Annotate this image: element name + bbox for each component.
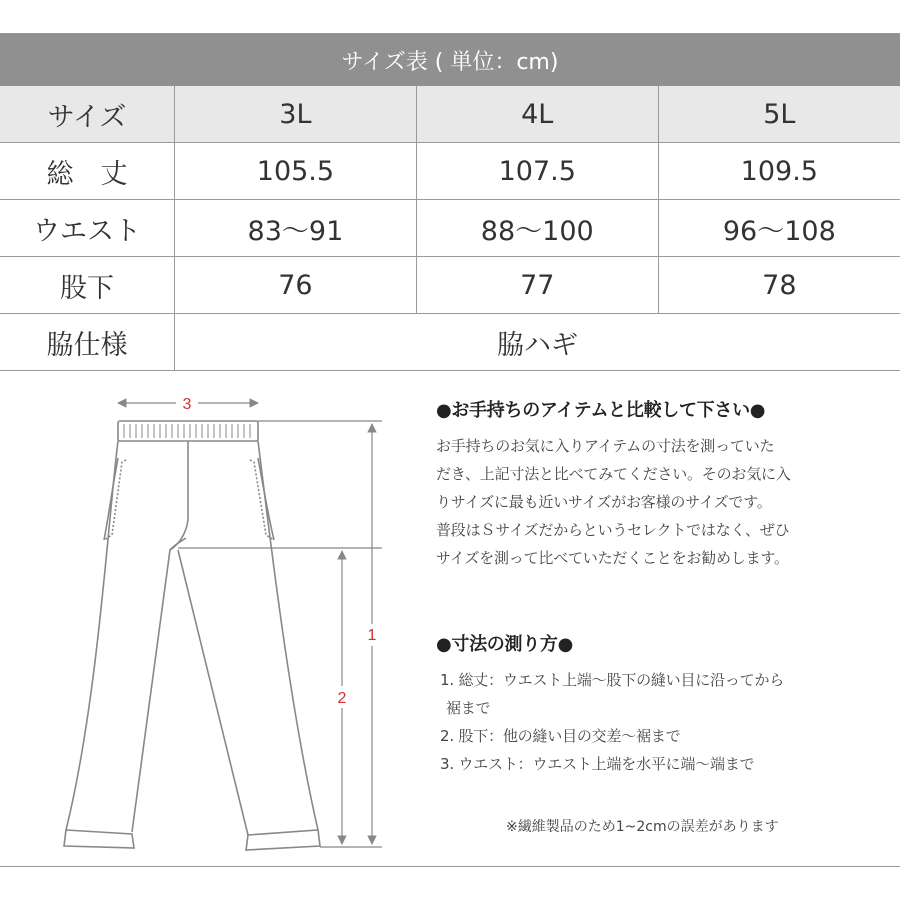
- step-text-cont: 裾まで: [446, 699, 491, 717]
- header-cell: 5L: [658, 86, 900, 143]
- text-line: お手持ちのお気に入りアイテムの寸法を測っていた: [436, 437, 775, 455]
- step-text: 3. ウエスト：ウエスト上端を水平に端〜端まで: [440, 755, 755, 773]
- text-line: 普段はＳサイズだからというセレクトではなく、ぜひ: [436, 521, 790, 539]
- text-line: サイズを測って比べていただくことをお勧めします。: [436, 549, 789, 567]
- pants-measurement-diagram: [0, 370, 430, 867]
- table-cell: 107.5: [416, 143, 658, 200]
- table-row: [0, 143, 900, 200]
- waist-label: 3: [182, 396, 192, 413]
- tolerance-note: ※繊維製品のため1~2cmの誤差があります: [506, 819, 779, 835]
- table-cell: 78: [658, 257, 900, 314]
- row-label: ウエスト: [0, 200, 175, 257]
- text-line: だき、上記寸法と比べてみてください。そのお気に入: [436, 465, 791, 483]
- measure-steps: [436, 666, 876, 778]
- table-cell: 77: [416, 257, 658, 314]
- size-table-title: サイズ表 ( 単位：cm): [0, 34, 900, 86]
- measurement-guides: [118, 403, 382, 847]
- table-cell-merged: 脇ハギ: [175, 314, 900, 371]
- row-label: 総 丈: [0, 143, 175, 200]
- table-cell: 83〜91: [175, 200, 417, 257]
- step-text: 2. 股下：他の縫い目の交差〜裾まで: [440, 727, 681, 745]
- table-cell: 88〜100: [416, 200, 658, 257]
- compare-text: [436, 432, 876, 572]
- table-cell: 109.5: [658, 143, 900, 200]
- info-panel: [436, 396, 876, 773]
- header-cell: サイズ: [0, 86, 175, 143]
- table-row: [0, 200, 900, 257]
- header-cell: 4L: [416, 86, 658, 143]
- header-cell: 3L: [175, 86, 417, 143]
- table-cell: 105.5: [175, 143, 417, 200]
- table-row: [0, 314, 900, 371]
- pants-outline: [64, 421, 320, 850]
- table-cell: 76: [175, 257, 417, 314]
- table-row: [0, 257, 900, 314]
- row-label: 股下: [0, 257, 175, 314]
- measure-heading: ●寸法の測り方●: [436, 634, 574, 655]
- table-cell: 96〜108: [658, 200, 900, 257]
- text-line: りサイズに最も近いサイズがお客様のサイズです。: [436, 493, 772, 511]
- row-label: 脇仕様: [0, 314, 175, 371]
- table-header-row: [0, 86, 900, 143]
- waistband: [118, 421, 258, 441]
- compare-heading: ●お手持ちのアイテムと比較して下さい●: [436, 400, 766, 421]
- list-item: [436, 722, 876, 750]
- total-length-label: 1: [367, 627, 377, 644]
- list-item: [436, 750, 876, 778]
- list-item: [436, 666, 876, 722]
- inseam-label: 2: [337, 690, 347, 707]
- step-text: 1. 総丈：ウエスト上端〜股下の縫い目に沿ってから: [440, 671, 785, 689]
- size-table: [0, 86, 900, 371]
- measure-section: [436, 630, 876, 778]
